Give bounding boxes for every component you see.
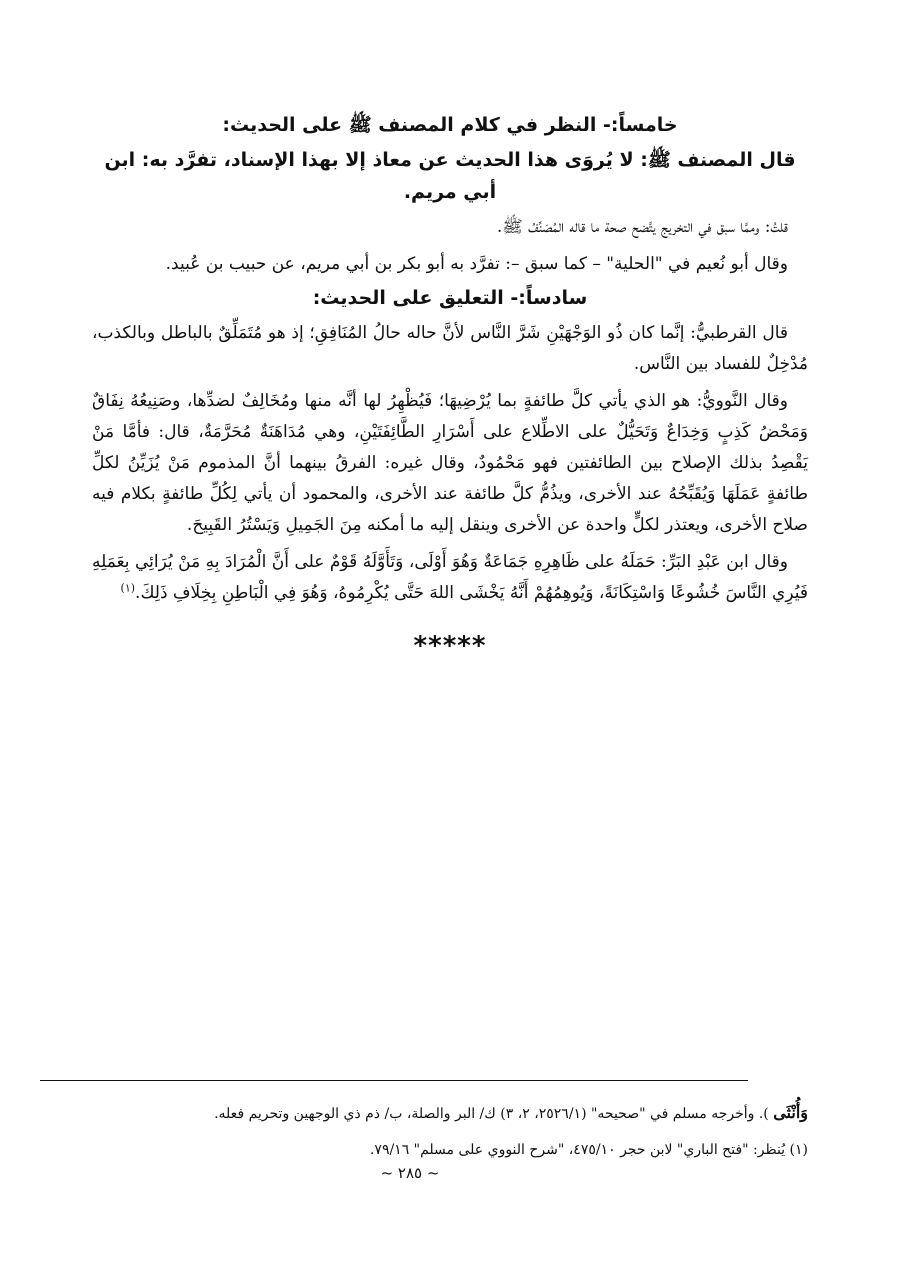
footnote-marker: (١) [120,581,136,595]
footnote-divider [40,1080,748,1081]
footnote-continuation [100,1098,808,1129]
footnote-continuation-text: ). وأخرجه مسلم في "صحيحه" (٢٥٢٦/١، ٢، ٣) ك/ البر والصلة، ب/ ذم ذي الوجهين وتحريم فعله. [214,1106,769,1122]
section-heading-sixth: سادساً:- التعليق على الحديث: [312,287,588,309]
paragraph-qurtubi: قال القرطبيُّ: إنَّما كان ذُو الوَجْهَيْنِ شَرَّ النَّاس لأنَّ حاله حالُ المُنَافِقِ؛ إذ هو مُتَمَلِّقٌ بالباطل وبالكذب، مُدْخِلٌ للفساد بين النَّاس. [92,323,808,374]
paragraph-note: قلتُ: وممَّا سبق في التخريج يتَّضح صحة ما قاله المُصَنِّفُ ﷺ. [496,217,788,237]
paragraph-ibn-abd-albarr [92,547,808,609]
paragraph-ibn-abd-albarr-text: وقال ابن عَبْدِ البَرِّ: حَمَلَهُ على ظَاهِرِهِ جَمَاعَةٌ وَهُوَ أَوْلَى، وَتَأَوَّلَهُ قَوْمٌ على أَنَّ الْمُرَادَ بِهِ مَنْ يُرَائِي بِعَمَلِهِ فَيُرِي النَّاسَ خُشُوعًا وَاسْتِكَانَةً، وَيُوهِمُهُمْ أَنَّهُ يَخْشَى اللهَ حَتَّى يُكْرِمُوهُ، وَهُوَ فِي الْبَاطِنِ بِخِلَافِ ذَلِكَ. [92,552,808,603]
footnote-1: (١) يُنظر: "فتح الباري" لابن حجر ٤٧٥/١٠، "شرح النووي على مسلم" ٧٩/١٦. [369,1142,808,1158]
author-statement: قال المصنف ﷺ: لا يُروَى هذا الحديث عن معاذ إلا بهذا الإسناد، تفرَّد به: ابن أبي مريم. [104,149,796,203]
main-text [92,108,808,662]
section-separator-stars: ***** [413,631,487,661]
footnote-continuation-lead: وَأُنْثَى [773,1103,808,1122]
section-heading-fifth: خامساً:- النظر في كلام المصنف ﷺ على الحديث: [222,114,678,136]
paragraph-nawawi: وقال النَّوويُّ: هو الذي يأتي كلَّ طائفةٍ بما يُرْضِيهَا؛ فَيُظْهِرُ لها أنَّه منها ومُخَالِفٌ لضدِّها، وصَنِيعُهُ نِفَاقٌ وَمَحْضُ كَذِبٍ وَخِدَاعٌ وَتَحَيُّلٌ على الاطِّلاع على أَسْرَارِ الطَّائِفَتَيْنِ، وهي مُدَاهَنَةٌ مُحَرَّمَةٌ، قال: فأمَّا مَنْ يَقْصِدُ بذلك الإصلاح بين الطائفتين فهو مَحْمُودٌ، وقال غيره: الفرقُ بينهما أنَّ المذموم مَنْ يُزَيِّنُ لكلِّ طائفةٍ عَمَلَهَا وَيُقَبِّحُهُ عند الأخرى، ويذُمُّ كلَّ طائفة عند الأخرى، والمحمود أن يأتي لِكُلِّ طائفةٍ بكلام فيه صلاح الأخرى، ويعتذر لكلٍّ واحدة عن الأخرى وينقل إليه ما أمكنه مِنَ الجَمِيلِ وَيَسْتُرُ القَبِيحَ. [92,391,808,535]
footnotes [100,1098,808,1165]
page-number: ~ ٢٨٥ ~ [380,1164,440,1182]
paragraph-abu-nuaym: وقال أبو نُعيم في "الحلية" – كما سبق –: تفرَّد به أبو بكر بن أبي مريم، عن حبيب بن عُبيد. [165,254,788,274]
